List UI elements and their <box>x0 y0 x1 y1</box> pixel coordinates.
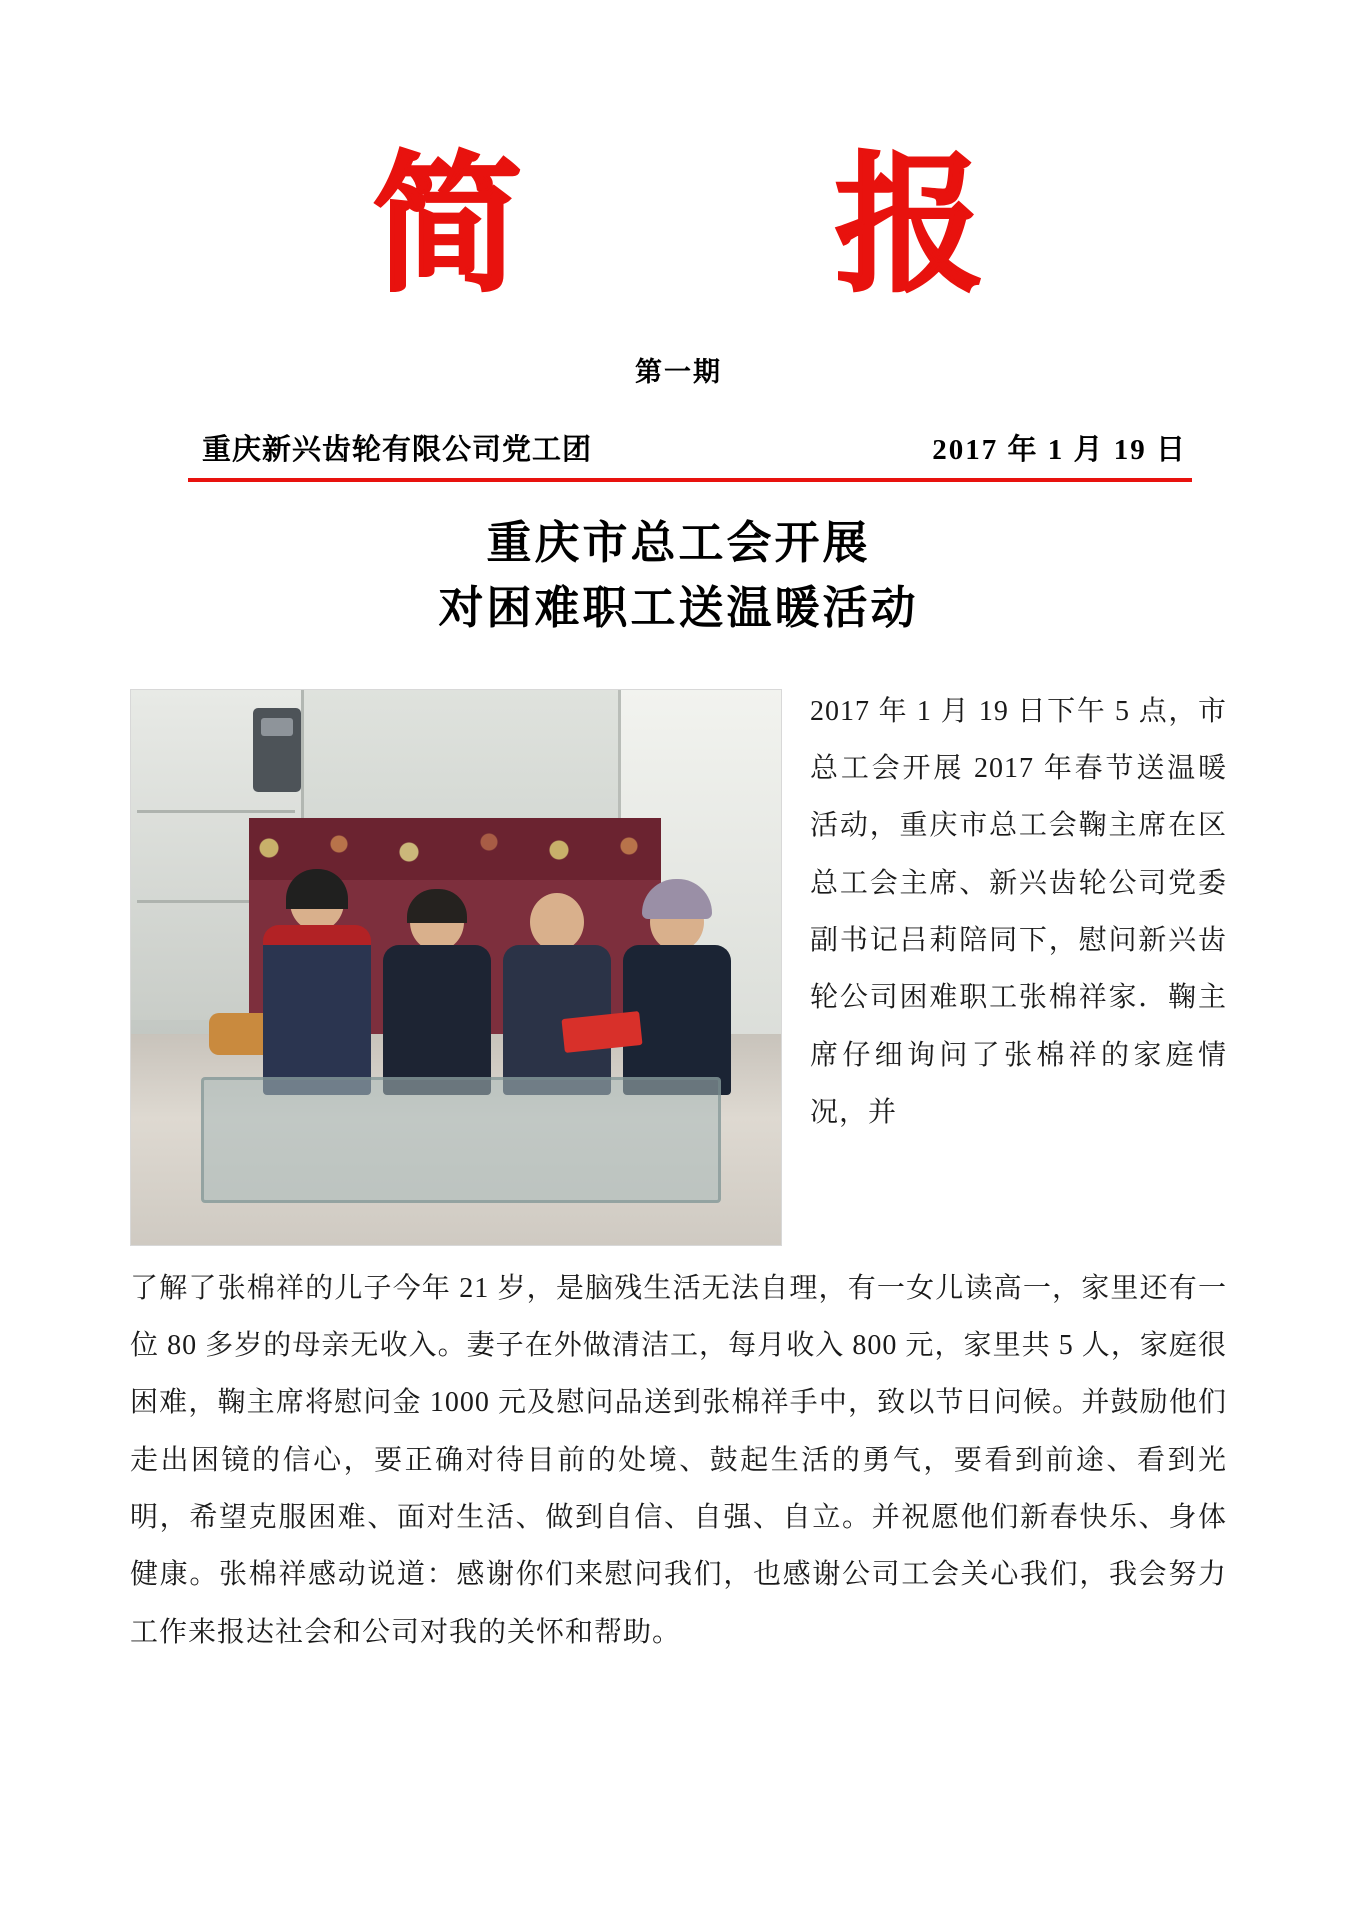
photo-person-body <box>383 945 491 1095</box>
headline-line-1: 重庆市总工会开展 <box>486 516 871 569</box>
page-title <box>130 510 1227 641</box>
photo-cabinet-line <box>137 810 295 813</box>
photo-person-hair <box>286 869 348 909</box>
masthead <box>130 0 1227 389</box>
issue-date: 2017 年 1 月 19 日 <box>932 434 1187 466</box>
photo-wall-phone <box>253 708 301 792</box>
issuer-row <box>130 427 1227 468</box>
article-continued: 了解了张棉祥的儿子今年 21 岁，是脑残生活无法自理，有一女儿读高一，家里还有一位 80 多岁的母亲无收入。妻子在外做清洁工，每月收入 800 元，家里共 5 人，家庭很困难，鞠主席将慰问金 1000 元及慰问品送到张棉祥手中，致以节日问候。并鼓励他们走出困镜的信心，要正确对待目前的处境、鼓起生活的勇气，要看到前途、看到光明，希望克服困难、面对生活、做到自信、自强、自立。并祝愿他们新春快乐、身体健康。张棉祥感动说道：感谢你们来慰问我们，也感谢公司工会关心我们，我会努力工作来报达社会和公司对我的关怀和帮助。 <box>130 1272 1227 1648</box>
article-body <box>130 683 1227 1662</box>
photo-person-worker <box>503 893 611 1095</box>
photo-person-official <box>383 893 491 1095</box>
issue-number: 第一期 <box>635 357 722 388</box>
photo-person-elder <box>623 893 731 1095</box>
headline-line-2: 对困难职工送温暖活动 <box>438 581 919 635</box>
issuer-organization: 重庆新兴齿轮有限公司党工团 <box>202 432 593 466</box>
photo-person-body <box>263 925 371 1095</box>
article-photo <box>130 689 782 1246</box>
photo-person-girl <box>263 873 371 1095</box>
red-divider <box>188 478 1192 482</box>
document-title: 简 报 <box>372 137 1115 313</box>
photo-person-head <box>530 893 584 951</box>
article-lede: 2017 年 1 月 19 日下午 5 点，市总工会开展 2017 年春节送温暖活动，重庆市总工会鞠主席在区总工会主席、新兴齿轮公司党委副书记吕莉陪同下，慰问新兴齿轮公司困难职工张棉祥家．鞠主席仔细询问了张棉祥的家庭情况，并 <box>810 695 1227 1129</box>
photo-glass-table <box>201 1077 721 1203</box>
photo-person-hair <box>407 889 467 923</box>
